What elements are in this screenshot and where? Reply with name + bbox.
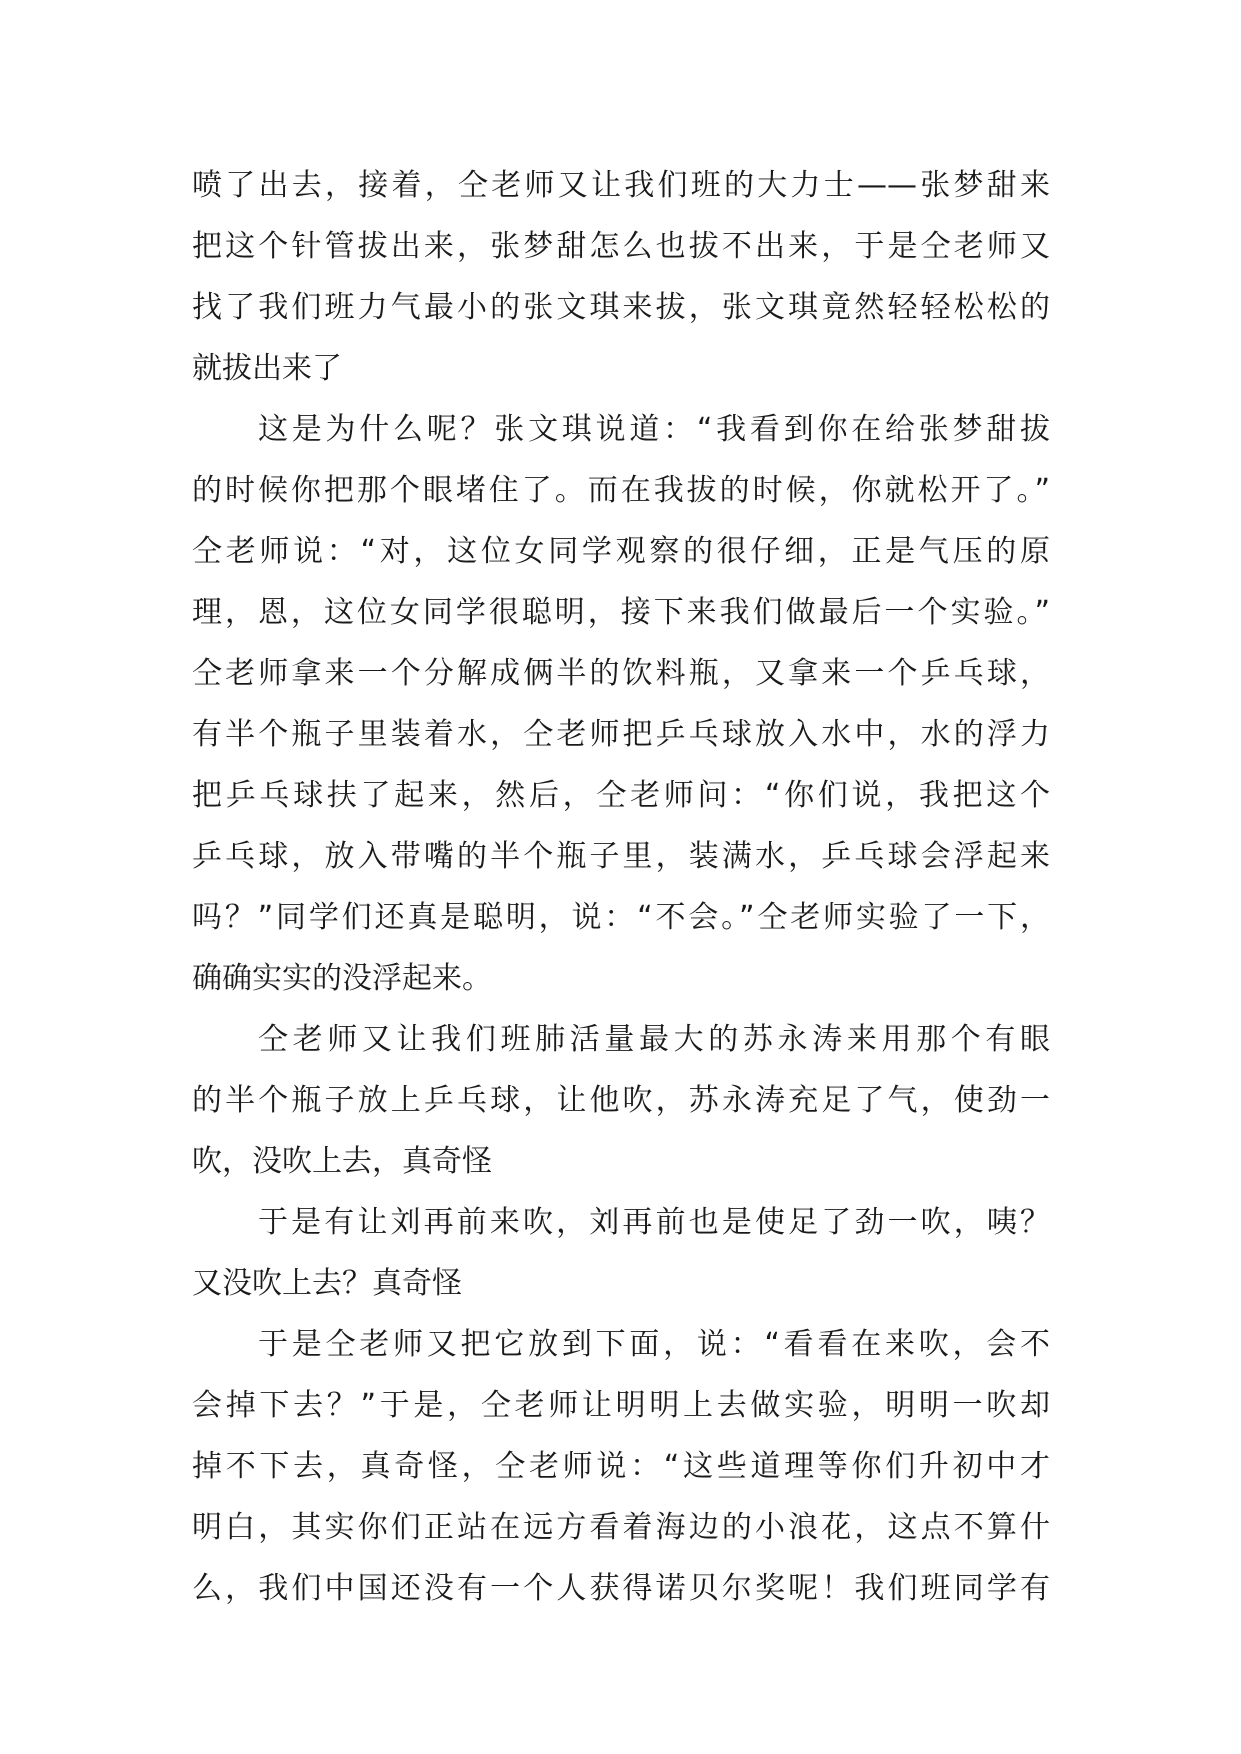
text-line: 会掉下去？”于是，仝老师让明明上去做实验，明明一吹却 — [192, 1388, 1050, 1423]
paragraph-start-line: 仝老师又让我们班肺活量最大的苏永涛来用那个有眼 — [258, 1022, 1050, 1057]
text-line: 喷了出去，接着，仝老师又让我们班的大力士——张梦甜来 — [192, 168, 1050, 203]
body-text — [192, 155, 1050, 1619]
text-line: 把乒乓球扶了起来，然后，仝老师问：“你们说，我把这个 — [192, 778, 1050, 813]
text-line: 仝老师说：“对，这位女同学观察的很仔细，正是气压的原 — [192, 534, 1050, 569]
paragraph-start-line: 于是仝老师又把它放到下面，说：“看看在来吹，会不 — [258, 1327, 1050, 1362]
text-line: 的半个瓶子放上乒乓球，让他吹，苏永涛充足了气，使劲一 — [192, 1083, 1050, 1118]
text-line: 就拔出来了 — [192, 351, 342, 386]
paragraph-start-line: 于是有让刘再前来吹，刘再前也是使足了劲一吹，咦？ — [258, 1205, 1050, 1240]
text-line: 又没吹上去？真奇怪 — [192, 1266, 462, 1301]
text-line: 吗？”同学们还真是聪明，说：“不会。”仝老师实验了一下， — [192, 900, 1050, 935]
text-line: 明白，其实你们正站在远方看着海边的小浪花，这点不算什 — [192, 1510, 1050, 1545]
text-line: 有半个瓶子里装着水，仝老师把乒乓球放入水中，水的浮力 — [192, 717, 1050, 752]
text-line: 乒乓球，放入带嘴的半个瓶子里，装满水，乒乓球会浮起来 — [192, 839, 1050, 874]
text-line: 吹，没吹上去，真奇怪 — [192, 1144, 492, 1179]
text-line: 把这个针管拔出来，张梦甜怎么也拔不出来，于是仝老师又 — [192, 229, 1050, 264]
text-line: 找了我们班力气最小的张文琪来拔，张文琪竟然轻轻松松的 — [192, 290, 1050, 325]
text-line: 的时候你把那个眼堵住了。而在我拔的时候，你就松开了。” — [192, 473, 1050, 508]
paragraph-start-line: 这是为什么呢？张文琪说道：“我看到你在给张梦甜拔 — [258, 412, 1050, 447]
text-line: 仝老师拿来一个分解成俩半的饮料瓶，又拿来一个乒乓球， — [192, 656, 1050, 691]
text-line: 确确实实的没浮起来。 — [192, 961, 492, 996]
text-line: 理，恩，这位女同学很聪明，接下来我们做最后一个实验。” — [192, 595, 1050, 630]
text-line: 掉不下去，真奇怪，仝老师说：“这些道理等你们升初中才 — [192, 1449, 1050, 1484]
text-line: 么，我们中国还没有一个人获得诺贝尔奖呢！我们班同学有 — [192, 1571, 1050, 1606]
